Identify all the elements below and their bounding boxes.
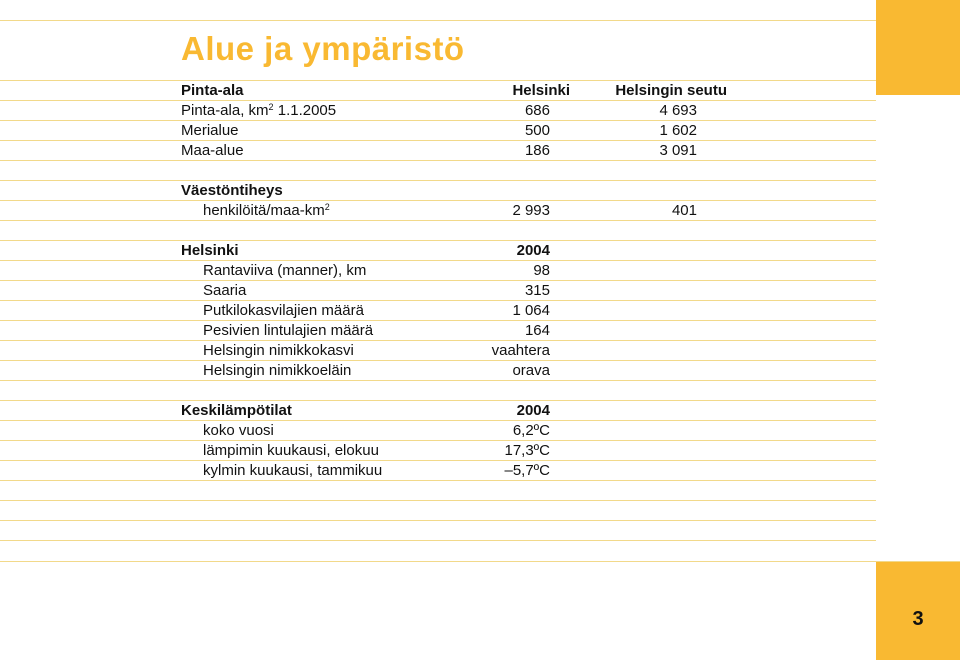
facts-row-label: Putkilokasvilajien määrä (203, 302, 364, 319)
rule-line (0, 200, 876, 201)
rule-line (0, 440, 876, 441)
rule-line (0, 260, 876, 261)
facts-row-value: vaahtera (491, 342, 550, 359)
temperature-row-value: –5,7ºC (504, 462, 550, 479)
area-land-region: 3 091 (659, 142, 697, 159)
area-sea-label: Merialue (181, 122, 239, 139)
rule-line (0, 240, 876, 241)
rule-line (0, 460, 876, 461)
facts-row-value: 98 (533, 262, 550, 279)
temperature-year: 2004 (516, 402, 550, 419)
temperature-row-label: kylmin kuukausi, tammikuu (203, 462, 383, 479)
area-heading: Pinta-ala (181, 82, 244, 99)
area-total-helsinki: 686 (524, 102, 550, 119)
area-total-region: 4 693 (659, 102, 697, 119)
density-label: henkilöitä/$maa-km^2$ (203, 202, 330, 219)
col-region-header: Helsingin seutu (615, 82, 727, 99)
corner-tab-top (876, 0, 960, 95)
rule-line (0, 80, 876, 81)
density-heading: Väestöntiheys (181, 182, 283, 199)
rule-line (0, 540, 876, 541)
temperature-row-label: koko vuosi (203, 422, 274, 439)
rule-line (0, 160, 876, 161)
density-helsinki: 2 993 (512, 202, 550, 219)
temperature-heading: Keskilämpötilat (181, 402, 292, 419)
rule-line (0, 20, 876, 21)
rule-line (0, 320, 876, 321)
rule-line (0, 420, 876, 421)
rule-line (0, 500, 876, 501)
facts-heading: Helsinki (181, 242, 239, 259)
rule-line (0, 140, 876, 141)
area-land-label: Maa-alue (181, 142, 244, 159)
rule-line (0, 480, 876, 481)
facts-row-label: Rantaviiva (manner), km (203, 262, 367, 279)
temperature-row-label: lämpimin kuukausi, elokuu (203, 442, 379, 459)
rule-line (0, 400, 876, 401)
rule-line (0, 120, 876, 121)
rule-line (0, 520, 876, 521)
rule-line (0, 380, 876, 381)
density-region: 401 (671, 202, 697, 219)
rule-line (0, 561, 960, 562)
rule-line (0, 300, 876, 301)
area-sea-helsinki: 500 (524, 122, 550, 139)
col-helsinki-header: Helsinki (512, 82, 570, 99)
facts-row-label: Helsingin nimikkokasvi (203, 342, 354, 359)
rule-line (0, 360, 876, 361)
rule-line (0, 220, 876, 221)
facts-row-value: 1 064 (512, 302, 550, 319)
facts-row-value: 164 (524, 322, 550, 339)
rule-line (0, 340, 876, 341)
rule-line (0, 280, 876, 281)
facts-row-label: Pesivien lintulajien määrä (203, 322, 374, 339)
facts-row-value: 315 (524, 282, 550, 299)
area-total-label: Pinta-ala, $km^2$ 1.1.2005 (181, 102, 337, 119)
rule-line (0, 100, 876, 101)
area-sea-region: 1 602 (659, 122, 697, 139)
page-title: Alue ja ympäristö (181, 30, 465, 67)
area-land-helsinki: 186 (524, 142, 550, 159)
rule-line (0, 180, 876, 181)
temperature-row-value: 6,2ºC (512, 422, 550, 439)
facts-row-label: Helsingin nimikkoeläin (203, 362, 352, 379)
temperature-row-value: 17,3ºC (504, 442, 550, 459)
facts-year: 2004 (516, 242, 550, 259)
page-number: 3 (912, 608, 924, 630)
facts-row-value: orava (512, 362, 550, 379)
facts-row-label: Saaria (203, 282, 247, 299)
